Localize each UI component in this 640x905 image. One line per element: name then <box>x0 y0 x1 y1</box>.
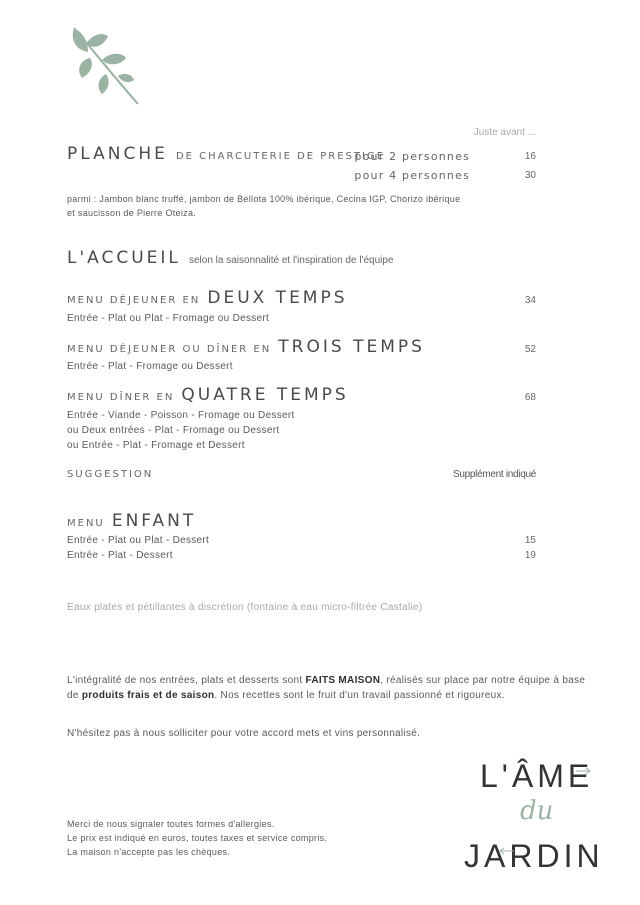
menu-quatre-temps-price: 68 <box>524 392 536 403</box>
maison-text: de <box>67 690 82 701</box>
logo-line-1: L'ÂME <box>480 758 594 794</box>
menu-enfant-price-2: 19 <box>524 550 536 561</box>
maison-text: , réalisés sur place par notre équipe à base <box>380 675 586 686</box>
planche-title: PLANCHE <box>67 144 168 164</box>
menu-enfant-line-1: Entrée - Plat ou Plat - Dessert <box>67 535 210 546</box>
water-note: Eaux plates et pétillantes à discrétion (fontaine à eau micro-filtrée Castalie) <box>67 602 423 613</box>
wine-note: N'hésitez pas à nous solliciter pour votre accord mets et vins personnalisé. <box>67 728 421 739</box>
menu-deux-temps-price: 34 <box>524 295 536 306</box>
menu-deux-temps-title <box>67 288 348 308</box>
menu-quatre-temps-line-2: ou Deux entrées - Plat - Fromage ou Dessert <box>67 425 280 436</box>
logo-line-3: JARDIN <box>464 838 604 874</box>
maison-line-1 <box>67 675 585 686</box>
menu-enfant-price-1: 15 <box>524 535 536 546</box>
footer-line-3: La maison n'accepte pas les chèques. <box>67 847 231 857</box>
accueil-subtitle: selon la saisonnalité et l'inspiration de l'équipe <box>188 255 394 266</box>
planche-price-2: 30 <box>524 170 536 181</box>
maison-text: . Nos recettes sont le fruit d'un travail passionné et rigoureux. <box>214 690 505 701</box>
menu-quatre-temps-line-3: ou Entrée - Plat - Fromage et Dessert <box>67 440 245 451</box>
section-intro: Juste avant ... <box>473 127 536 138</box>
menu-quatre-temps-title <box>67 385 349 405</box>
planche-description-2: et saucisson de Pierre Oteiza. <box>67 208 197 218</box>
arrow-ornament-icon <box>498 846 514 856</box>
menu-highlight: TROIS TEMPS <box>278 337 425 357</box>
logo-line-2: du <box>520 796 554 826</box>
accueil-title: L'ACCUEIL <box>67 248 181 268</box>
menu-prefix: MENU DÉJEUNER EN <box>67 295 201 306</box>
accueil-row <box>67 248 394 268</box>
maison-line-2 <box>67 690 505 701</box>
menu-highlight: ENFANT <box>111 511 197 531</box>
leaf-branch-icon <box>66 24 146 108</box>
planche-option-2: pour 4 personnes <box>354 169 470 182</box>
menu-highlight: DEUX TEMPS <box>207 288 348 308</box>
planche-subtitle: DE CHARCUTERIE DE PRESTIGE <box>175 151 386 162</box>
menu-prefix: MENU DÎNER EN <box>67 392 175 403</box>
menu-enfant-title <box>67 511 196 531</box>
menu-trois-temps-price: 52 <box>524 344 536 355</box>
maison-text: L'intégralité de nos entrées, plats et desserts sont <box>67 675 306 686</box>
footer-line-1: Merci de nous signaler toutes formes d'allergies. <box>67 819 275 829</box>
menu-trois-temps-line: Entrée - Plat - Fromage ou Dessert <box>67 361 233 372</box>
logo <box>458 758 618 878</box>
menu-prefix: MENU <box>67 518 105 529</box>
arrow-ornament-icon <box>576 766 592 776</box>
planche-option-1: pour 2 personnes <box>354 150 470 163</box>
menu-quatre-temps-line-1: Entrée - Viande - Poisson - Fromage ou Dessert <box>67 410 295 421</box>
menu-deux-temps-line: Entrée - Plat ou Plat - Fromage ou Dessert <box>67 313 270 324</box>
menu-highlight: QUATRE TEMPS <box>181 385 349 405</box>
suggestion-note: Supplément indiqué <box>453 469 536 480</box>
footer-line-2: Le prix est indiqué en euros, toutes taxes et service compris. <box>67 833 328 843</box>
planche-price-1: 16 <box>524 151 536 162</box>
maison-bold: FAITS MAISON <box>305 675 381 686</box>
maison-bold: produits frais et de saison <box>81 690 215 701</box>
menu-enfant-line-2: Entrée - Plat - Dessert <box>67 550 173 561</box>
menu-trois-temps-title <box>67 337 425 357</box>
menu-prefix: MENU DÉJEUNER OU DÎNER EN <box>67 344 272 355</box>
suggestion-label: SUGGESTION <box>67 469 154 480</box>
planche-description-1: parmi : Jambon blanc truffé, jambon de Bellota 100% ibérique, Cecina IGP, Chorizo ibérique <box>67 194 461 204</box>
